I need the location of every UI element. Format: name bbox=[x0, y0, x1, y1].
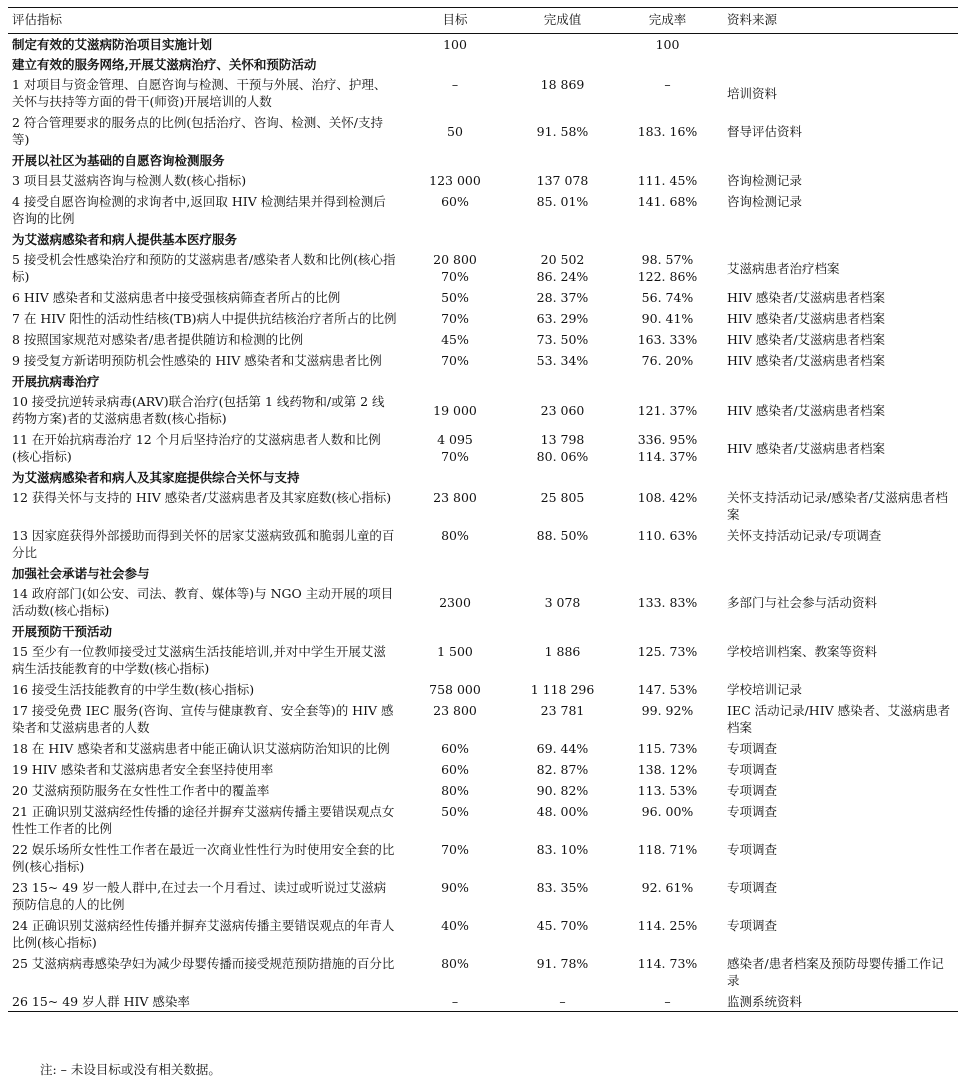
value-cell: 23 060 bbox=[540, 402, 585, 418]
target-cell: 45% bbox=[441, 332, 469, 347]
value-cell: – bbox=[509, 991, 616, 1012]
source-cell: 专项调查 bbox=[727, 762, 778, 777]
source-cell: 艾滋病患者治疗档案 bbox=[727, 260, 840, 276]
section-row bbox=[8, 229, 958, 249]
rate-percent: 122. 86% bbox=[637, 269, 698, 284]
source-cell: 关怀支持活动记录/专项调查 bbox=[727, 528, 882, 543]
target-cell: 19 000 bbox=[433, 402, 477, 418]
indicator-cell: 16 接受生活技能教育的中学生数(核心指标) bbox=[12, 682, 255, 697]
value-cell: 83. 10% bbox=[536, 842, 589, 857]
value-cell: 91. 78% bbox=[536, 956, 589, 971]
source-cell: 咨询检测记录 bbox=[727, 194, 803, 209]
rate-cell: 114. 73% bbox=[637, 956, 698, 971]
target-cell: 60% bbox=[441, 762, 469, 777]
section-row bbox=[8, 621, 958, 641]
table-row bbox=[8, 915, 958, 953]
source-cell: 专项调查 bbox=[727, 741, 778, 756]
target-count: 4 095 bbox=[437, 432, 473, 447]
value-percent: 80. 06% bbox=[536, 449, 589, 464]
rate-cell: – bbox=[664, 77, 671, 92]
value-count: 13 798 bbox=[540, 432, 585, 447]
value-cell: 28. 37% bbox=[536, 290, 589, 305]
value-cell: 23 781 bbox=[540, 703, 585, 718]
indicator-cell: 10 接受抗逆转录病毒(ARV)联合治疗(包括第 1 线药物和/或第 2 线药物方案)者的艾滋病患者数(核心指标) bbox=[12, 394, 385, 426]
table-row bbox=[8, 759, 958, 780]
target-percent: 70% bbox=[441, 269, 469, 284]
table-row bbox=[8, 350, 958, 371]
section-row bbox=[8, 54, 958, 74]
indicator-cell: 15 至少有一位教师接受过艾滋病生活技能培训,并对中学生开展艾滋病生活技能教育的中学数(核心指标) bbox=[12, 644, 386, 676]
target-cell: 758 000 bbox=[429, 682, 481, 697]
plan-target: 100 bbox=[443, 37, 467, 52]
value-cell: 91. 58% bbox=[536, 123, 589, 139]
value-cell: 88. 50% bbox=[536, 528, 589, 543]
section-title: 为艾滋病感染者和病人提供基本医疗服务 bbox=[12, 232, 238, 247]
source-cell: HIV 感染者/艾滋病患者档案 bbox=[727, 353, 886, 368]
source-cell: 监测系统资料 bbox=[719, 991, 958, 1012]
rate-cell: 147. 53% bbox=[637, 682, 698, 697]
rate-cell: 92. 61% bbox=[641, 880, 694, 895]
source-cell: IEC 活动记录/HIV 感染者、艾滋病患者档案 bbox=[727, 703, 951, 735]
source-cell: HIV 感染者/艾滋病患者档案 bbox=[727, 440, 886, 456]
value-cell: 82. 87% bbox=[536, 762, 589, 777]
section-title: 开展以社区为基础的自愿咨询检测服务 bbox=[12, 153, 225, 168]
target-cell: 70% bbox=[441, 842, 469, 857]
source-cell: HIV 感染者/艾滋病患者档案 bbox=[727, 290, 886, 305]
indicator-cell: 13 因家庭获得外部援助而得到关怀的居家艾滋病致孤和脆弱儿童的百分比 bbox=[12, 528, 395, 560]
table-row bbox=[8, 877, 958, 915]
section-title: 建立有效的服务网络,开展艾滋病治疗、关怀和预防活动 bbox=[12, 57, 317, 72]
target-cell: 23 800 bbox=[433, 490, 477, 505]
table-footnote: 注: – 未设目标或没有相关数据。 bbox=[40, 1062, 221, 1077]
indicator-cell: 8 按照国家规范对感染者/患者提供随访和检测的比例 bbox=[12, 332, 304, 347]
indicator-cell: 21 正确识别艾滋病经性传播的途径并摒弃艾滋病传播主要错误观点女性性工作者的比例 bbox=[12, 804, 395, 836]
target-cell: 70% bbox=[441, 311, 469, 326]
table-row bbox=[8, 991, 958, 1012]
value-cell: 137 078 bbox=[536, 173, 589, 188]
rate-cell: 125. 73% bbox=[637, 644, 698, 659]
indicator-cell: 1 对项目与资金管理、自愿咨询与检测、干预与外展、治疗、护理、关怀与扶持等方面的骨干(师资)开展培训的人数 bbox=[12, 77, 387, 109]
value-cell: 3 078 bbox=[544, 594, 581, 610]
section-row bbox=[8, 467, 958, 487]
header-target: 目标 bbox=[401, 8, 509, 34]
table-row bbox=[8, 953, 958, 991]
indicator-cell: 4 接受自愿咨询检测的求询者中,返回取 HIV 检测结果并得到检测后咨询的比例 bbox=[12, 194, 386, 226]
table-row bbox=[8, 391, 958, 429]
target-cell: 80% bbox=[441, 783, 469, 798]
section-title: 为艾滋病感染者和病人及其家庭提供综合关怀与支持 bbox=[12, 470, 300, 485]
table-row bbox=[8, 525, 958, 563]
header-row bbox=[8, 8, 958, 34]
table-row bbox=[8, 308, 958, 329]
target-cell: 50 bbox=[447, 123, 463, 139]
table-row bbox=[8, 429, 958, 467]
source-cell: 学校培训记录 bbox=[727, 682, 803, 697]
value-cell: 53. 34% bbox=[536, 353, 589, 368]
source-cell: 专项调查 bbox=[727, 880, 778, 895]
indicator-cell: 18 在 HIV 感染者和艾滋病患者中能正确认识艾滋病防治知识的比例 bbox=[12, 741, 390, 756]
value-cell: 90. 82% bbox=[536, 783, 589, 798]
rate-cell: 121. 37% bbox=[637, 402, 698, 418]
target-cell: 80% bbox=[441, 956, 469, 971]
table-row bbox=[8, 679, 958, 700]
plan-rate: 100 bbox=[655, 37, 680, 52]
indicator-cell: 6 HIV 感染者和艾滋病患者中接受强核病筛查者所占的比例 bbox=[12, 290, 341, 305]
table-row bbox=[8, 641, 958, 679]
header-value: 完成值 bbox=[509, 8, 616, 34]
indicator-cell: 24 正确识别艾滋病经性传播并摒弃艾滋病传播主要错误观点的年青人比例(核心指标) bbox=[12, 918, 395, 950]
rate-cell: 141. 68% bbox=[637, 194, 698, 209]
rate-cell: 115. 73% bbox=[637, 741, 698, 756]
rate-cell: 111. 45% bbox=[637, 173, 698, 188]
rate-cell: 163. 33% bbox=[637, 332, 698, 347]
target-cell: 23 800 bbox=[433, 703, 477, 718]
source-cell: 学校培训档案、教案等资料 bbox=[727, 644, 878, 659]
source-cell: 感染者/患者档案及预防母婴传播工作记录 bbox=[727, 956, 944, 988]
source-cell: 专项调查 bbox=[727, 783, 778, 798]
table-row bbox=[8, 780, 958, 801]
table-row bbox=[8, 287, 958, 308]
value-cell: 85. 01% bbox=[536, 194, 589, 209]
value-cell: 1 886 bbox=[544, 644, 581, 659]
target-cell: 50% bbox=[441, 290, 469, 305]
indicator-cell: 17 接受免费 IEC 服务(咨询、宣传与健康教育、安全套等)的 HIV 感染者和艾滋病患者的人数 bbox=[12, 703, 394, 735]
plan-row bbox=[8, 34, 958, 55]
value-cell: 25 805 bbox=[540, 490, 585, 505]
rate-cell: 138. 12% bbox=[637, 762, 698, 777]
source-cell: 专项调查 bbox=[727, 842, 778, 857]
rate-percent: 114. 37% bbox=[637, 449, 698, 464]
value-cell: 18 869 bbox=[540, 77, 585, 92]
source-cell: HIV 感染者/艾滋病患者档案 bbox=[727, 311, 886, 326]
table-row bbox=[8, 249, 958, 287]
rate-count: 336. 95% bbox=[637, 432, 698, 447]
table-row bbox=[8, 112, 958, 150]
rate-cell: 113. 53% bbox=[637, 783, 698, 798]
source-cell: HIV 感染者/艾滋病患者档案 bbox=[727, 402, 886, 418]
table-row bbox=[8, 74, 958, 112]
target-cell: 60% bbox=[441, 741, 469, 756]
table-row bbox=[8, 329, 958, 350]
rate-cell: 56. 74% bbox=[641, 290, 694, 305]
rate-cell: 108. 42% bbox=[637, 490, 698, 505]
value-cell bbox=[509, 249, 616, 287]
indicator-cell: 11 在开始抗病毒治疗 12 个月后坚持治疗的艾滋病患者人数和比例(核心指标) bbox=[12, 432, 381, 464]
target-cell: – bbox=[451, 77, 459, 92]
rate-cell: 183. 16% bbox=[637, 123, 698, 139]
value-cell bbox=[509, 429, 616, 467]
section-title: 加强社会承诺与社会参与 bbox=[12, 566, 150, 581]
source-cell: 督导评估资料 bbox=[727, 123, 803, 139]
value-cell: 69. 44% bbox=[536, 741, 589, 756]
section-title: 开展预防干预活动 bbox=[12, 624, 113, 639]
table-row bbox=[8, 839, 958, 877]
section-row bbox=[8, 150, 958, 170]
value-count: 20 502 bbox=[540, 252, 585, 267]
indicator-cell: 7 在 HIV 阳性的活动性结核(TB)病人中提供抗结核治疗者所占的比例 bbox=[12, 311, 397, 326]
indicator-cell: 3 项目县艾滋病咨询与检测人数(核心指标) bbox=[12, 173, 247, 188]
target-cell: 70% bbox=[441, 353, 469, 368]
source-cell: HIV 感染者/艾滋病患者档案 bbox=[727, 332, 886, 347]
target-cell: 90% bbox=[441, 880, 469, 895]
indicator-cell: 14 政府部门(如公安、司法、教育、媒体等)与 NGO 主动开展的项目活动数(核心指标) bbox=[12, 586, 394, 618]
value-cell: 48. 00% bbox=[536, 804, 589, 819]
rate-cell: 114. 25% bbox=[637, 918, 698, 933]
value-cell: 63. 29% bbox=[536, 311, 589, 326]
value-cell: 73. 50% bbox=[536, 332, 589, 347]
target-cell bbox=[401, 249, 509, 287]
value-cell: 83. 35% bbox=[536, 880, 589, 895]
target-cell: 40% bbox=[441, 918, 469, 933]
target-cell: 2300 bbox=[439, 594, 471, 610]
source-cell: 专项调查 bbox=[727, 804, 778, 819]
indicator-cell: 26 15~ 49 岁人群 HIV 感染率 bbox=[8, 991, 401, 1012]
target-percent: 70% bbox=[441, 449, 469, 464]
indicator-cell: 2 符合管理要求的服务点的比例(包括治疗、咨询、检测、关怀/支持等) bbox=[12, 115, 384, 147]
rate-cell: 133. 83% bbox=[637, 594, 698, 610]
target-cell: 1 500 bbox=[437, 644, 473, 659]
indicator-cell: 23 15~ 49 岁一般人群中,在过去一个月看过、读过或听说过艾滋病预防信息的人的比例 bbox=[12, 880, 387, 912]
source-cell: 多部门与社会参与活动资料 bbox=[727, 594, 878, 610]
rate-cell: 110. 63% bbox=[637, 528, 698, 543]
header-rate: 完成率 bbox=[616, 8, 719, 34]
rate-cell bbox=[616, 249, 719, 287]
header-source: 资料来源 bbox=[719, 8, 958, 34]
header-indicator: 评估指标 bbox=[8, 8, 401, 34]
indicator-cell: 19 HIV 感染者和艾滋病患者安全套坚持使用率 bbox=[12, 762, 274, 777]
rate-cell: 118. 71% bbox=[637, 842, 698, 857]
plan-label: 制定有效的艾滋病防治项目实施计划 bbox=[12, 37, 213, 52]
target-cell bbox=[401, 429, 509, 467]
table-row bbox=[8, 170, 958, 191]
target-cell: 50% bbox=[441, 804, 469, 819]
target-cell: – bbox=[401, 991, 509, 1012]
rate-cell bbox=[616, 429, 719, 467]
rate-cell: 99. 92% bbox=[641, 703, 694, 718]
value-percent: 86. 24% bbox=[536, 269, 589, 284]
target-cell: 123 000 bbox=[429, 173, 481, 188]
source-cell: 专项调查 bbox=[727, 918, 778, 933]
rate-cell: 96. 00% bbox=[641, 804, 694, 819]
indicator-cell: 20 艾滋病预防服务在女性性工作者中的覆盖率 bbox=[12, 783, 270, 798]
table-row bbox=[8, 700, 958, 738]
section-row bbox=[8, 563, 958, 583]
source-cell: 关怀支持活动记录/感染者/艾滋病患者档案 bbox=[727, 490, 948, 522]
table-row bbox=[8, 487, 958, 525]
evaluation-table bbox=[8, 7, 958, 1012]
section-title: 开展抗病毒治疗 bbox=[12, 374, 100, 389]
table-row bbox=[8, 583, 958, 621]
table-row bbox=[8, 191, 958, 229]
section-row bbox=[8, 371, 958, 391]
indicator-cell: 22 娱乐场所女性性工作者在最近一次商业性性行为时使用安全套的比例(核心指标) bbox=[12, 842, 395, 874]
target-cell: 80% bbox=[441, 528, 469, 543]
value-cell: 1 118 296 bbox=[530, 682, 595, 697]
indicator-cell: 5 接受机会性感染治疗和预防的艾滋病患者/感染者人数和比例(核心指标) bbox=[12, 252, 396, 284]
target-count: 20 800 bbox=[433, 252, 477, 267]
table-row bbox=[8, 801, 958, 839]
rate-cell: 90. 41% bbox=[641, 311, 694, 326]
source-cell: 咨询检测记录 bbox=[727, 173, 803, 188]
rate-cell: – bbox=[616, 991, 719, 1012]
indicator-cell: 9 接受复方新诺明预防机会性感染的 HIV 感染者和艾滋病患者比例 bbox=[12, 353, 382, 368]
rate-count: 98. 57% bbox=[641, 252, 694, 267]
target-cell: 60% bbox=[441, 194, 469, 209]
indicator-cell: 12 获得关怀与支持的 HIV 感染者/艾滋病患者及其家庭数(核心指标) bbox=[12, 490, 392, 505]
rate-cell: 76. 20% bbox=[641, 353, 694, 368]
indicator-cell: 25 艾滋病病毒感染孕妇为减少母婴传播而接受规范预防措施的百分比 bbox=[12, 956, 395, 971]
table-row bbox=[8, 738, 958, 759]
value-cell: 45. 70% bbox=[536, 918, 589, 933]
source-cell: 培训资料 bbox=[727, 85, 778, 101]
